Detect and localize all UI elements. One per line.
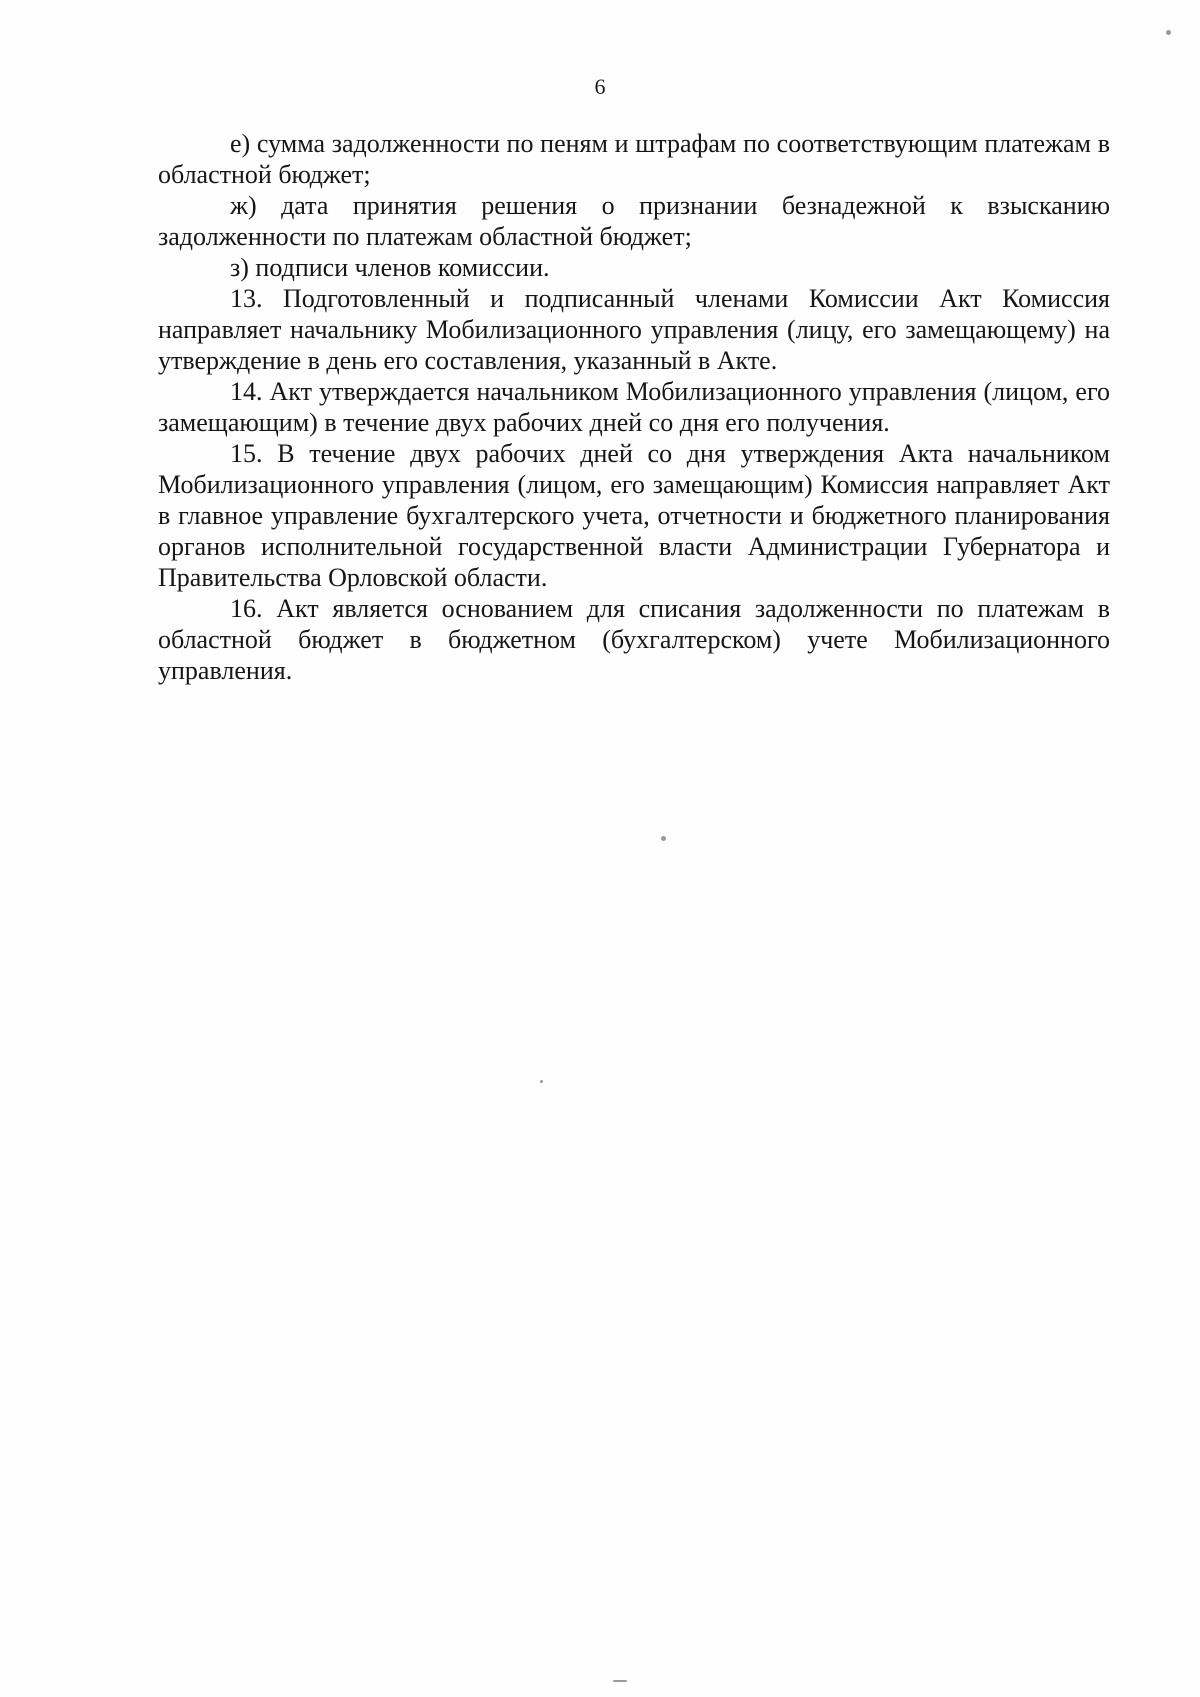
scan-speck bbox=[540, 1080, 543, 1083]
scan-speck bbox=[1166, 30, 1171, 35]
page-number: 6 bbox=[594, 74, 606, 99]
scan-speck bbox=[661, 836, 666, 841]
paragraph-16: 16. Акт является основанием для списания задолженности по платежам в областной бюджет в бюджетном (бухгалтерском) учете Мобилизационного управления. bbox=[158, 594, 1110, 685]
paragraph-15: 15. В течение двух рабочих дней со дня утверждения Акта начальником Мобилизационного управления (лицом, его замещающим) Комиссия направляет Акт в главное управление бухгалтерского учета, отчетности и бюджетного планирования органов исполнительной государственной власти Администрации Губернатора и Правительства Орловской области. bbox=[158, 439, 1110, 592]
paragraph-13: 13. Подготовленный и подписанный членами Комиссии Акт Комиссия направляет начальнику Мобилизационного управления (лицу, его замещающему) на утверждение в день его составления, указанный в Акте. bbox=[158, 284, 1110, 375]
document-body bbox=[158, 128, 1110, 686]
paragraph-e: е) сумма задолженности по пеням и штрафам по соответствующим платежам в областной бюджет; bbox=[158, 129, 1110, 189]
paragraph-zh: ж) дата принятия решения о признании безнадежной к взысканию задолженности по платежам областной бюджет; bbox=[158, 191, 1110, 251]
paragraph-z: з) подписи членов комиссии. bbox=[230, 253, 550, 282]
paragraph-14: 14. Акт утверждается начальником Мобилизационного управления (лицом, его замещающим) в течение двух рабочих дней со дня его получения. bbox=[158, 377, 1110, 437]
scan-speck bbox=[613, 1680, 627, 1682]
